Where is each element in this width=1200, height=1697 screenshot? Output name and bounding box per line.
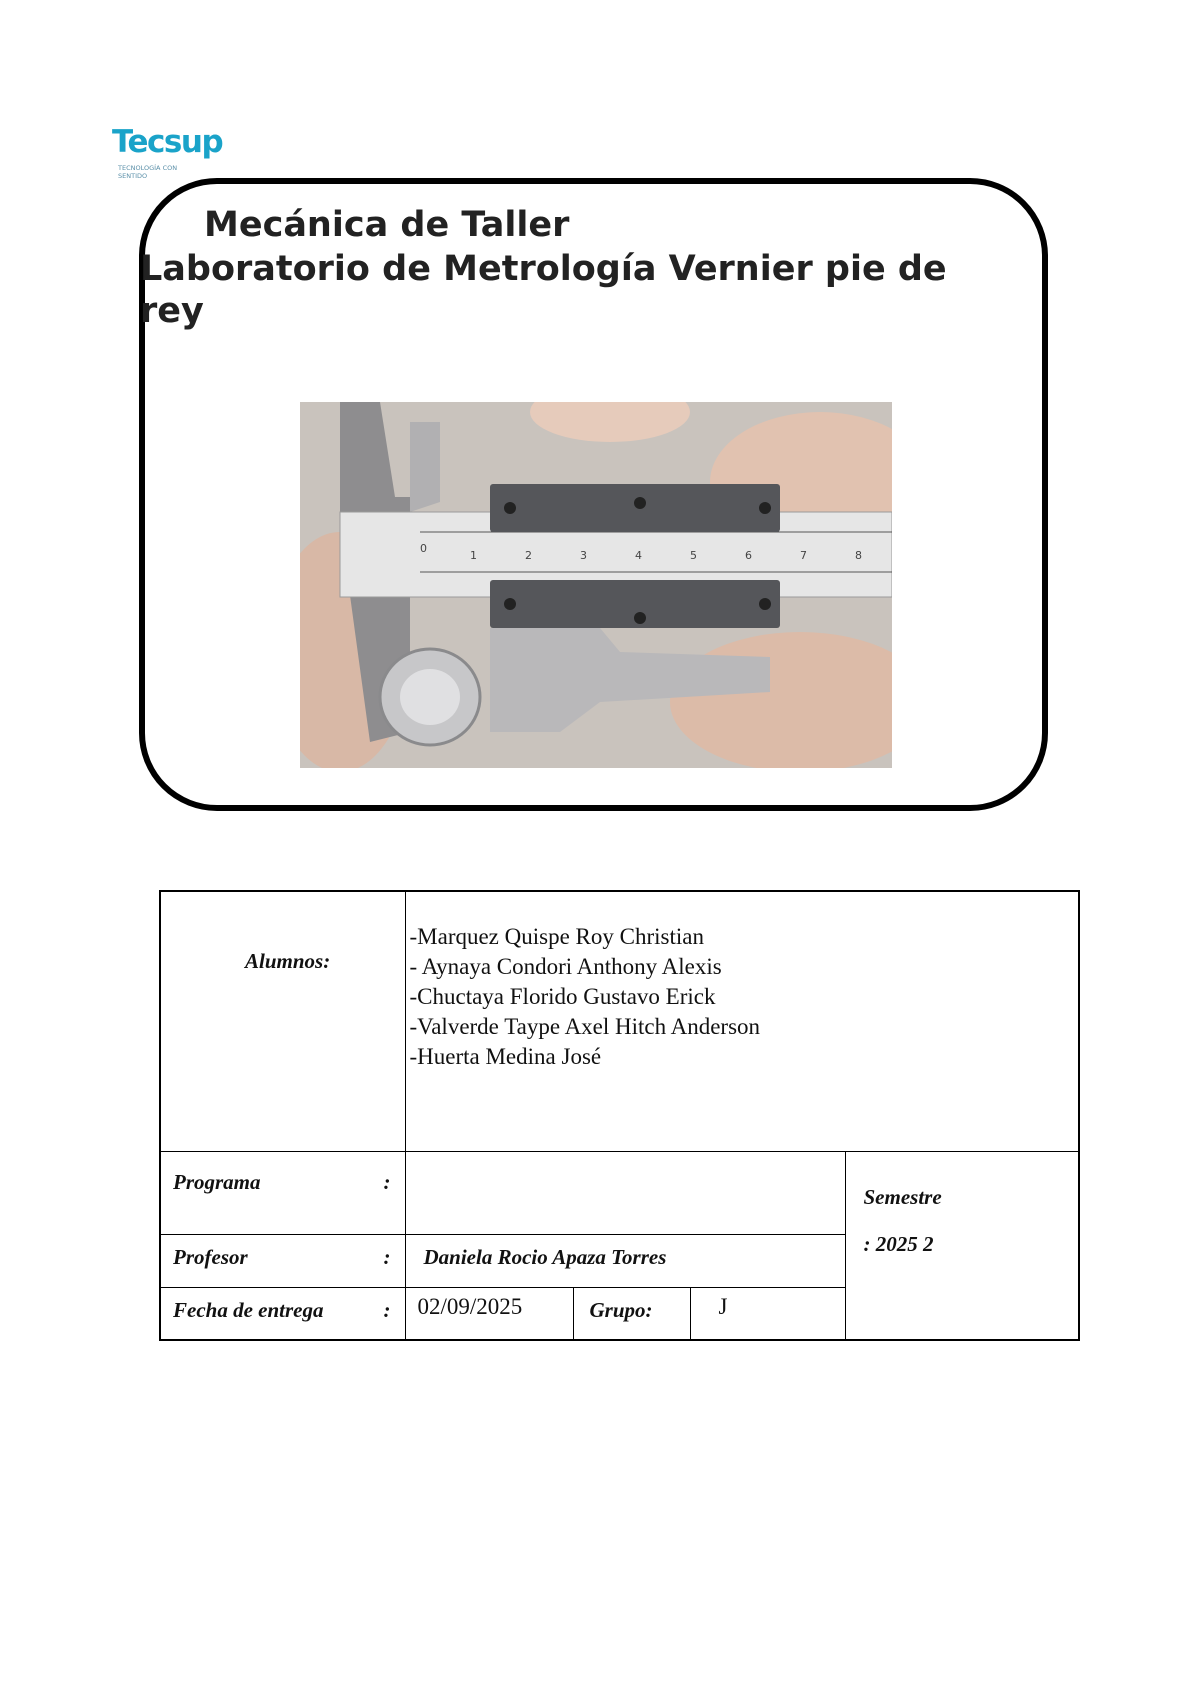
svg-text:7: 7 — [800, 549, 807, 562]
students-list — [405, 891, 1079, 1151]
lab-title: Laboratorio de Metrología Vernier pie de rey — [140, 249, 947, 331]
program-label: Programa — [173, 1169, 261, 1194]
semester-cell — [845, 1151, 1079, 1340]
students-label: Alumnos: — [160, 891, 405, 1151]
professor-label: Profesor — [173, 1244, 248, 1269]
caliper-illustration — [300, 402, 892, 768]
svg-text:3: 3 — [580, 549, 587, 562]
tecsup-logo — [112, 124, 252, 184]
svg-text:4: 4 — [635, 549, 642, 562]
semester-label: Semestre — [863, 1184, 942, 1209]
student-2: - Aynaya Condori Anthony Alexis — [409, 954, 722, 979]
students-row — [160, 891, 1079, 1151]
date-colon: : — [383, 1297, 391, 1322]
student-5: -Huerta Medina José — [409, 1044, 602, 1069]
svg-text:8: 8 — [855, 549, 862, 562]
group-value: J — [690, 1287, 845, 1340]
professor-value: Daniela Rocio Apaza Torres — [405, 1234, 845, 1287]
program-colon: : — [383, 1169, 391, 1194]
date-value: 02/09/2025 — [405, 1287, 573, 1340]
svg-text:2: 2 — [525, 549, 532, 562]
professor-colon: : — [383, 1244, 391, 1269]
svg-text:1: 1 — [470, 549, 477, 562]
semester-value: : 2025 2 — [863, 1231, 934, 1256]
student-info-table — [159, 890, 1080, 1341]
student-4: -Valverde Taype Axel Hitch Anderson — [409, 1014, 761, 1039]
student-1: -Marquez Quispe Roy Christian — [409, 924, 704, 949]
student-3: -Chuctaya Florido Gustavo Erick — [409, 984, 716, 1009]
course-title: Mecánica de Taller — [204, 205, 570, 245]
program-row — [160, 1151, 1079, 1234]
svg-text:0: 0 — [420, 542, 427, 555]
date-label-cell — [160, 1287, 405, 1340]
program-label-cell — [160, 1151, 405, 1234]
svg-text:5: 5 — [690, 549, 697, 562]
date-label: Fecha de entrega — [173, 1297, 324, 1322]
svg-text:6: 6 — [745, 549, 752, 562]
vernier-caliper-photo — [300, 402, 892, 768]
group-label: Grupo: — [573, 1287, 690, 1340]
logo-wordmark: Tecsup — [112, 124, 223, 160]
program-value — [405, 1151, 845, 1234]
vernier-slide-top — [490, 484, 780, 532]
logo-tagline: TECNOLOGÍA CON SENTIDO — [118, 164, 178, 180]
professor-label-cell — [160, 1234, 405, 1287]
